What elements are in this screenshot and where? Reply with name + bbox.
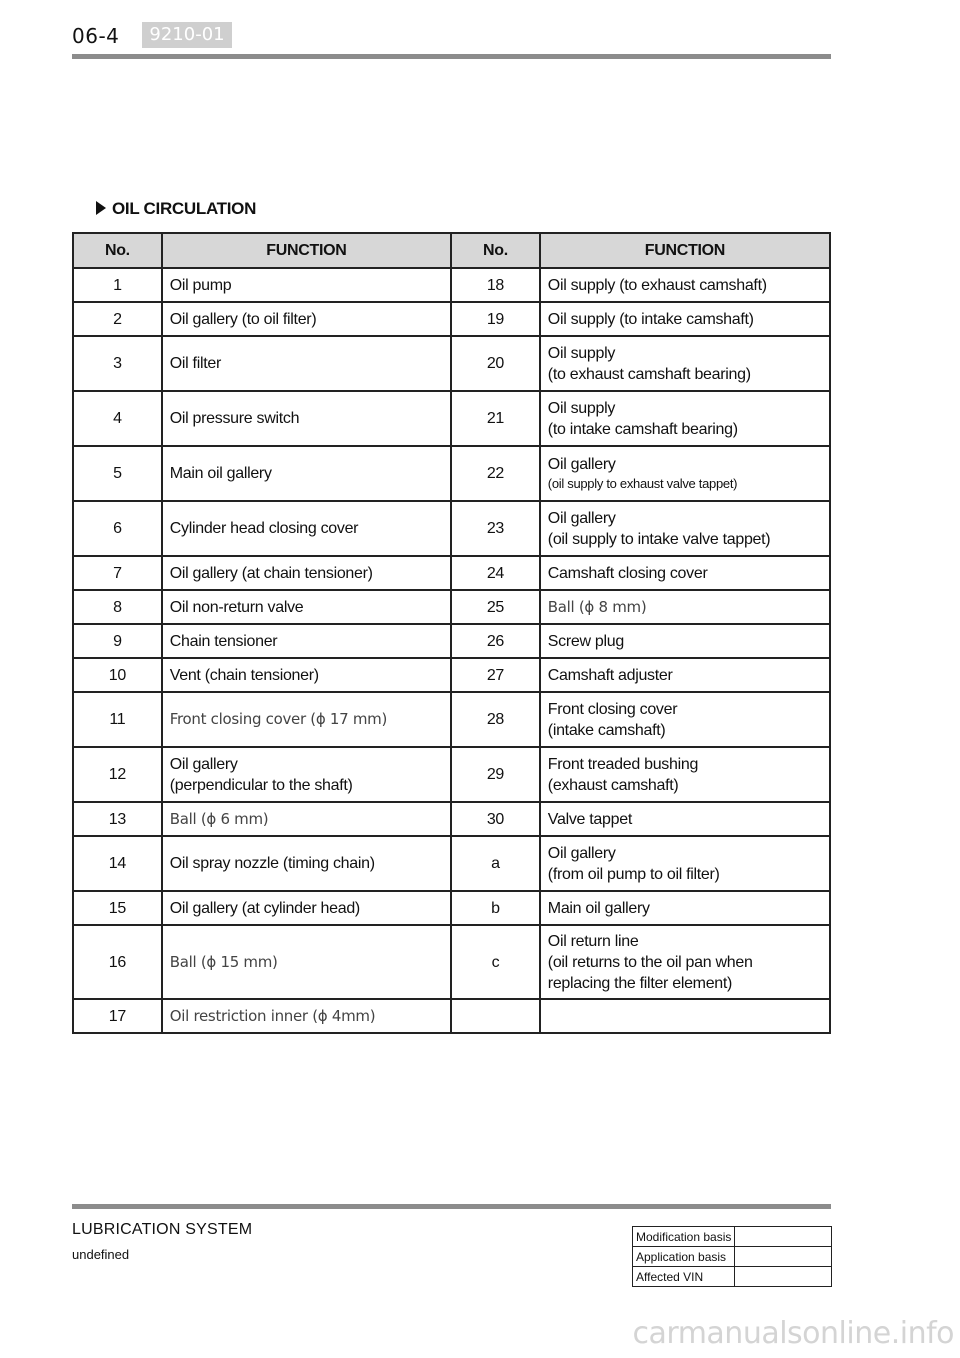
item-function (540, 391, 830, 446)
table-header-row (73, 233, 830, 268)
table-row (633, 1267, 832, 1287)
function-line: (oil returns to the oil pan when (547, 953, 753, 971)
item-number: 27 (451, 658, 540, 692)
item-number: 25 (451, 590, 540, 624)
function-line: Oil return line (547, 932, 639, 950)
table-row (73, 802, 830, 836)
item-function: Oil supply (to exhaust camshaft) (540, 268, 830, 302)
item-function: Ball (ϕ 15 mm) (162, 925, 451, 999)
column-header-no: No. (73, 233, 162, 268)
section-title: OIL CIRCULATION (112, 199, 257, 218)
column-header-function: FUNCTION (162, 233, 451, 268)
item-number: 5 (73, 446, 162, 501)
item-function (540, 925, 830, 999)
item-function: Oil non-return valve (162, 590, 451, 624)
footer-section-title: LUBRICATION SYSTEM (72, 1221, 253, 1238)
function-line: (to exhaust camshaft bearing) (547, 365, 751, 383)
item-function (540, 999, 830, 1033)
item-function: Oil gallery (at chain tensioner) (162, 556, 451, 590)
item-function: Oil restriction inner (ϕ 4mm) (162, 999, 451, 1033)
function-line: (exhaust camshaft) (547, 776, 679, 794)
item-number: a (451, 836, 540, 891)
table-row (73, 590, 830, 624)
item-number: 28 (451, 692, 540, 747)
item-number: 7 (73, 556, 162, 590)
item-number: 20 (451, 336, 540, 391)
function-line: Front closing cover (547, 700, 678, 718)
item-number: 4 (73, 391, 162, 446)
table-row (73, 268, 830, 302)
item-number: 12 (73, 747, 162, 802)
item-function: Vent (chain tensioner) (162, 658, 451, 692)
item-function (540, 446, 830, 501)
item-function (540, 747, 830, 802)
item-number: 18 (451, 268, 540, 302)
function-line: Oil gallery (547, 844, 616, 862)
item-number: 3 (73, 336, 162, 391)
table-row (633, 1247, 832, 1267)
function-line: Oil gallery (547, 456, 616, 473)
item-function: Oil spray nozzle (timing chain) (162, 836, 451, 891)
watermark: carmanualsonline.info (632, 1316, 954, 1351)
item-function: Oil pressure switch (162, 391, 451, 446)
document-code-badge: 9210-01 (142, 22, 232, 48)
application-basis-value (735, 1247, 832, 1267)
item-number: 11 (73, 692, 162, 747)
item-function (162, 747, 451, 802)
item-function (540, 501, 830, 556)
function-line: (perpendicular to the shaft) (169, 776, 353, 794)
oil-circulation-table (72, 232, 831, 1034)
item-number: 22 (451, 446, 540, 501)
item-function: Chain tensioner (162, 624, 451, 658)
function-line: (oil supply to intake valve tappet) (547, 530, 771, 548)
item-number: 24 (451, 556, 540, 590)
item-function: Cylinder head closing cover (162, 501, 451, 556)
item-function (540, 692, 830, 747)
item-number: 23 (451, 501, 540, 556)
item-function: Valve tappet (540, 802, 830, 836)
item-function (540, 836, 830, 891)
function-line: Oil supply (547, 344, 616, 362)
item-number: 13 (73, 802, 162, 836)
table-row (73, 999, 830, 1033)
item-function: Camshaft closing cover (540, 556, 830, 590)
column-header-no: No. (451, 233, 540, 268)
item-number: 9 (73, 624, 162, 658)
table-row (73, 446, 830, 501)
page-number: 06-4 (72, 24, 120, 48)
table-row (73, 624, 830, 658)
header-divider (72, 54, 831, 59)
function-line: (to intake camshaft bearing) (547, 420, 738, 438)
item-number: 8 (73, 590, 162, 624)
item-number: 15 (73, 891, 162, 925)
table-row (73, 658, 830, 692)
table-row (73, 302, 830, 336)
table-row (73, 501, 830, 556)
function-line: Oil gallery (169, 755, 238, 773)
item-number: 21 (451, 391, 540, 446)
modification-basis-label: Modification basis (633, 1227, 735, 1247)
item-number: b (451, 891, 540, 925)
function-line: replacing the filter element) (547, 974, 733, 992)
table-row (73, 556, 830, 590)
table-row (73, 391, 830, 446)
item-function: Camshaft adjuster (540, 658, 830, 692)
item-function: Oil pump (162, 268, 451, 302)
section-heading (96, 199, 256, 219)
item-number: 16 (73, 925, 162, 999)
modification-info-table (632, 1226, 832, 1287)
item-function: Oil gallery (to oil filter) (162, 302, 451, 336)
item-number: 10 (73, 658, 162, 692)
table-row (73, 925, 830, 999)
table-row (73, 747, 830, 802)
item-number: 2 (73, 302, 162, 336)
item-number: 19 (451, 302, 540, 336)
item-number: 14 (73, 836, 162, 891)
table-row (73, 692, 830, 747)
table-row (73, 336, 830, 391)
item-number (451, 999, 540, 1033)
item-number: 6 (73, 501, 162, 556)
function-line: Oil supply (547, 399, 616, 417)
table-row (73, 891, 830, 925)
function-line: (from oil pump to oil filter) (547, 865, 720, 883)
application-basis-label: Application basis (633, 1247, 735, 1267)
item-number: 30 (451, 802, 540, 836)
footer-divider (72, 1204, 831, 1209)
item-number: 29 (451, 747, 540, 802)
item-number: 26 (451, 624, 540, 658)
column-header-function: FUNCTION (540, 233, 830, 268)
item-function: Screw plug (540, 624, 830, 658)
item-number: 1 (73, 268, 162, 302)
item-function (540, 336, 830, 391)
function-line: Front treaded bushing (547, 755, 699, 773)
function-line: (intake camshaft) (547, 721, 666, 739)
item-function: Ball (ϕ 8 mm) (540, 590, 830, 624)
item-number: 17 (73, 999, 162, 1033)
triangle-bullet-icon (96, 201, 106, 215)
item-function: Ball (ϕ 6 mm) (162, 802, 451, 836)
table-row (633, 1227, 832, 1247)
item-function: Oil gallery (at cylinder head) (162, 891, 451, 925)
footer-subtitle: undefined (72, 1247, 130, 1262)
modification-basis-value (735, 1227, 832, 1247)
function-line: Oil gallery (547, 509, 616, 527)
item-function: Oil supply (to intake camshaft) (540, 302, 830, 336)
table-row (73, 836, 830, 891)
item-function: Oil filter (162, 336, 451, 391)
item-function: Main oil gallery (540, 891, 830, 925)
affected-vin-value (735, 1267, 832, 1287)
item-function: Front closing cover (ϕ 17 mm) (162, 692, 451, 747)
function-line: (oil supply to exhaust valve tappet) (547, 476, 738, 491)
affected-vin-label: Affected VIN (633, 1267, 735, 1287)
item-function: Main oil gallery (162, 446, 451, 501)
item-number: c (451, 925, 540, 999)
